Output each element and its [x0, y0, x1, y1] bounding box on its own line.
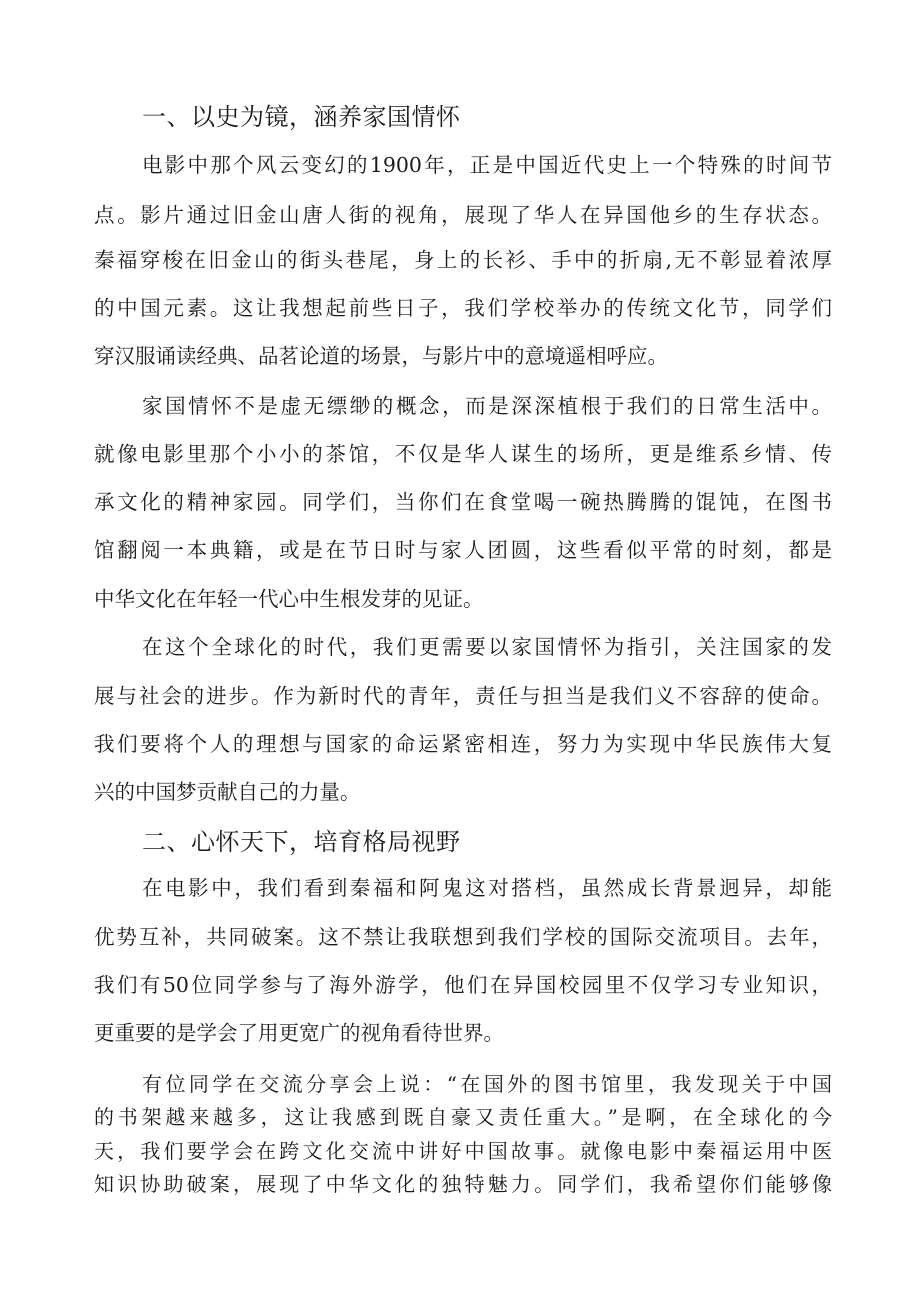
- paragraph-line: 家国情怀不是虚无缥缈的概念，而是深深植根于我们的日常生活中。: [142, 394, 832, 418]
- paragraph-line: 秦福穿梭在旧金山的街头巷尾，身上的长衫、手中的折扇,无不彰显着浓厚: [94, 248, 832, 272]
- paragraph-line: 在电影中，我们看到秦福和阿鬼这对搭档，虽然成长背景迥异，却能: [142, 876, 832, 900]
- paragraph-line: 我们有50位同学参与了海外游学，他们在异国校园里不仅学习专业知识，: [94, 973, 832, 997]
- section-heading-1: 一、以史为镜，涵养家国情怀: [142, 103, 461, 131]
- paragraph-line: 中华文化在年轻一代心中生根发芽的见证。: [94, 587, 484, 611]
- paragraph-line: 展与社会的进步。作为新时代的青年，责任与担当是我们义不容辞的使命。: [94, 684, 832, 708]
- section-heading-2: 二、心怀天下，培育格局视野: [142, 828, 461, 856]
- paragraph-line: 在这个全球化的时代，我们更需要以家国情怀为指引，关注国家的发: [142, 635, 832, 659]
- paragraph-line: 有位同学在交流分享会上说：“在国外的图书馆里，我发现关于中国: [142, 1072, 832, 1096]
- paragraph-line: 知识协助破案，展现了中华文化的独特魅力。同学们，我希望你们能够像: [94, 1172, 832, 1196]
- paragraph-line: 电影中那个风云变幻的1900年，正是中国近代史上一个特殊的时间节: [142, 153, 832, 177]
- paragraph-line: 兴的中国梦贡献自己的力量。: [94, 780, 361, 804]
- paragraph-line: 天，我们要学会在跨文化交流中讲好中国故事。就像电影中秦福运用中医: [94, 1139, 832, 1163]
- paragraph-line: 就像电影里那个小小的茶馆，不仅是华人谋生的场所，更是维系乡情、传: [94, 442, 832, 466]
- paragraph-line: 我们要将个人的理想与国家的命运紧密相连，努力为实现中华民族伟大复: [94, 732, 832, 756]
- paragraph-line: 承文化的精神家园。同学们，当你们在食堂喝一碗热腾腾的馄饨，在图书: [94, 490, 832, 514]
- paragraph-line: 的书架越来越多，这让我感到既自豪又责任重大。”是啊，在全球化的今: [94, 1105, 832, 1129]
- paragraph-line: 点。影片通过旧金山唐人街的视角，展现了华人在异国他乡的生存状态。: [94, 203, 832, 227]
- paragraph-line: 穿汉服诵读经典、品茗论道的场景，与影片中的意境遥相呼应。: [94, 344, 668, 368]
- paragraph-line: 更重要的是学会了用更宽广的视角看待世界。: [94, 1021, 504, 1045]
- paragraph-line: 的中国元素。这让我想起前些日子，我们学校举办的传统文化节，同学们: [94, 296, 832, 320]
- paragraph-line: 优势互补，共同破案。这不禁让我联想到我们学校的国际交流项目。去年，: [94, 925, 832, 949]
- paragraph-line: 馆翻阅一本典籍，或是在节日时与家人团圆，这些看似平常的时刻，都是: [94, 538, 832, 562]
